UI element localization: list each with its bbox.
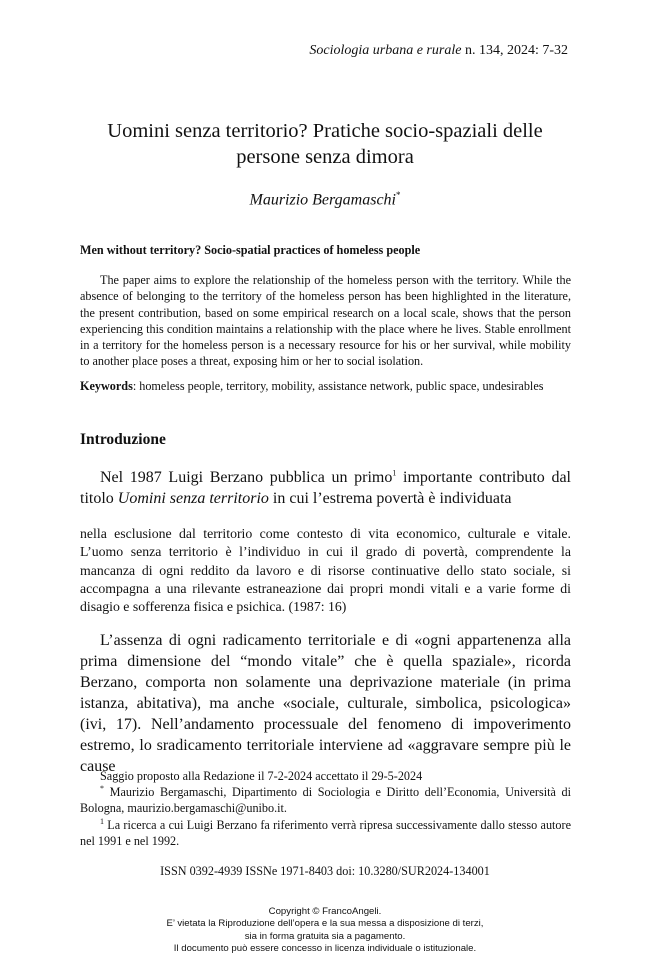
copyright-notice	[0, 906, 650, 955]
issn-doi: ISSN 0392-4939 ISSNe 1971-8403 doi: 10.3280/SUR2024-134001	[160, 864, 490, 878]
author-footnote-mark: *	[396, 190, 401, 200]
title-line-2: persone senza dimora	[236, 146, 414, 168]
journal-name: Sociologia urbana e rurale	[309, 43, 462, 58]
author-note-text: Maurizio Bergamaschi, Dipartimento di Sociologia e Diritto dell’Economia, Università di Bologna, maurizio.bergamaschi@unibo.it.	[80, 785, 571, 816]
keywords	[80, 378, 571, 394]
keywords-list: : homeless people, territory, mobility, assistance network, public space, undesirables	[132, 379, 544, 393]
submission-note: Saggio proposto alla Redazione il 7-2-2024 accettato il 29-5-2024	[100, 769, 423, 783]
cited-book-title: Uomini senza territorio	[117, 490, 269, 507]
paragraph-1	[80, 467, 571, 509]
paragraph-1-text-a: Nel 1987 Luigi Berzano pubblica un primo	[100, 469, 393, 486]
abstract	[80, 272, 571, 370]
paragraph-1-text-b: importante contributo dal titolo	[80, 469, 571, 507]
author-note	[80, 784, 571, 816]
footnote-1-mark: 1	[100, 816, 104, 826]
block-quote: nella esclusione dal territorio come contesto di vita economico, culturale e vitale. L’uomo senza territorio è l’individuo in cui il grado di povertà, comprendente la mancanza di ogni reddito da lavoro e di risorse continuative dello stato sociale, si accompagna a una rilevante estraneazione dai propri mondi vitali e a varie forme di disagio e sofferenza fisica e psichica. (1987: 16)	[80, 526, 571, 615]
paragraph-2: L’assenza di ogni radicamento territoriale e di «ogni appartenenza alla prima dimensione del “mondo vitale” che è quella spaziale», ricorda Berzano, comporta non solamente una deprivazione materiale (in prima istanza, abitativa), ma anche «sociale, culturale, simbolica, psicologica» (ivi, 17). Nell’andamento processuale del fenomeno di impoverimento estremo, lo sradicamento territoriale interviene ad «aggravare sempre più le cause	[80, 632, 571, 775]
keywords-label: Keywords	[80, 379, 133, 393]
section-heading: Introduzione	[80, 431, 166, 448]
author-name: Maurizio Bergamaschi	[249, 191, 396, 209]
abstract-text: The paper aims to explore the relationship of the homeless person with the territory. While the absence of belonging to the territory of the homeless person has been highlighted in the literature, the present contribution, based on some empirical research on a local scale, shows that the person experiencing this condition maintains a relationship with the place where he lives. Stable enrollment in a territory for the homeless person is a necessary resource for his or her survival, while mobility to another place poses a threat, exposing him or her to social isolation.	[80, 273, 571, 369]
copyright-line-1: Copyright © FrancoAngeli.	[268, 906, 382, 917]
footnotes	[80, 768, 571, 849]
author	[0, 190, 650, 209]
footnote-1	[80, 817, 571, 849]
running-head	[309, 43, 568, 59]
journal-issue: n. 134, 2024: 7-32	[461, 43, 568, 58]
copyright-line-2: E’ vietata la Riproduzione dell’opera e la sua messa a disposizione di terzi,	[166, 918, 484, 930]
abstract-title: Men without territory? Socio-spatial practices of homeless people	[80, 243, 421, 257]
footnote-1-text: La ricerca a cui Luigi Berzano fa riferimento verrà ripresa successivamente dallo stesso autore nel 1991 e nel 1992.	[80, 817, 571, 848]
copyright-line-4: Il documento può essere concesso in licenza individuale o istituzionale.	[173, 942, 477, 954]
paragraph-1-text-c: in cui l’estrema povertà è individuata	[268, 490, 512, 507]
title-line-1: Uomini senza territorio? Pratiche socio-spaziali delle	[107, 120, 543, 142]
author-note-mark: *	[100, 784, 104, 794]
article-title	[0, 118, 650, 170]
footnote-ref-1: 1	[392, 468, 397, 478]
copyright-line-3: sia in forma gratuita sia a pagamento.	[244, 930, 406, 942]
